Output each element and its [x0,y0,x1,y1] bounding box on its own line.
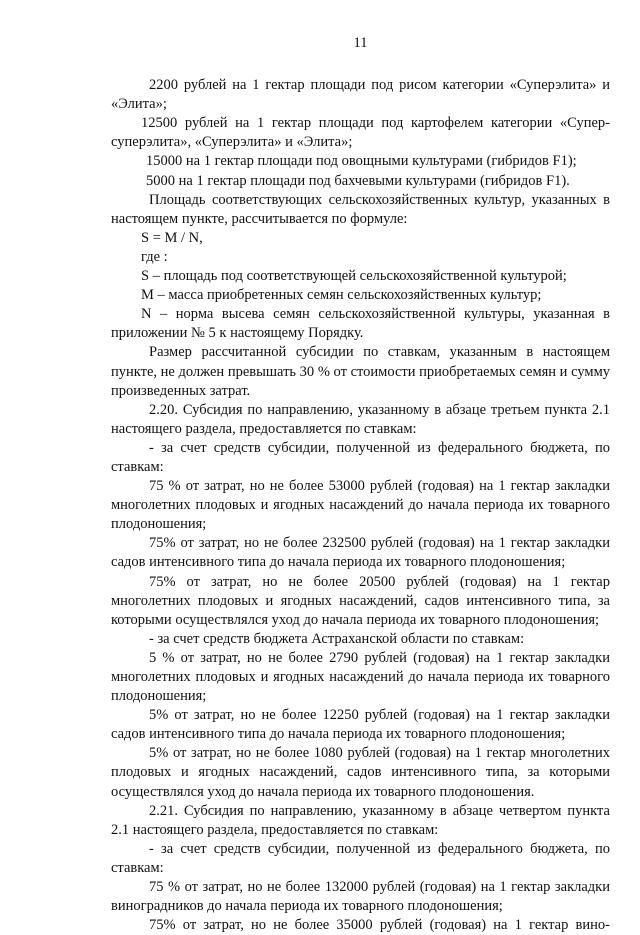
paragraph: 2200 рублей на 1 гектар площади под рисом категории «Суперэлита» и «Элита»; [111,77,610,113]
paragraph: 5000 на 1 гектар площади под бахчевыми культурами (гибридов F1). [146,172,570,189]
paragraph: 5 % от затрат, но не более 2790 рублей (годовая) на 1 гектар закладки многолетних плодовых и ягодных насаждений до начала периода их товарного плодоношения; [111,649,610,705]
paragraph: 75% от затрат, но не более 232500 рублей (годовая) на 1 гектар закладки садов интенсивного типа до начала периода их товарного плодоношения; [111,535,610,571]
paragraph: 5% от затрат, но не более 12250 рублей (годовая) на 1 гектар закладки садов интенсивного типа до начала периода их товарного плодоношения; [111,707,610,743]
paragraph: 5% от затрат, но не более 1080 рублей (годовая) на 1 гектар многолетних плодовых и ягодных насаждений, садов интенсивного типа, за которыми осуществлялся уход до начала периода их товарного плодоношения. [111,745,610,800]
paragraph: 15000 на 1 гектар площади под овощными культурами (гибридов F1); [146,153,577,170]
paragraph: Площадь соответствующих сельскохозяйственных культур, указанных в настоящем пункте, рассчитывается по формуле: [111,191,610,227]
paragraph: - за счет средств субсидии, полученной из федерального бюджета, по ставкам: [111,439,610,475]
paragraph: 2.20. Субсидия по направлению, указанному в абзаце третьем пункта 2.1 настоящего раздела, предоставляется по ставкам: [111,401,610,437]
page-number: 11 [353,35,368,51]
document-body [111,76,610,935]
paragraph: 75 % от затрат, но не более 53000 рублей (годовая) на 1 гектар закладки многолетних плодовых и ягодных насаждений до начала периода их товарного плодоношения; [111,478,610,533]
paragraph: M – масса приобретенных семян сельскохозяйственных культур; [141,287,542,304]
paragraph: 12500 рублей на 1 гектар площади под картофелем категории «Супер-суперэлита», «Суперэлита» и «Элита»; [111,115,610,151]
paragraph: Размер рассчитанной субсидии по ставкам, указанным в настоящем пункте, не должен превышать 30 % от стоимости приобретаемых семян и сумму произведенных затрат. [111,344,610,399]
paragraph: 75% от затрат, но не более 20500 рублей (годовая) на 1 гектар многолетних плодовых и ягодных насаждений, садов интенсивного типа, за которыми осуществлялся уход до начала периода их товарного плодоношения; [111,573,610,628]
paragraph: S – площадь под соответствующей сельскохозяйственной культурой; [141,268,567,285]
paragraph: где : [141,248,168,265]
paragraph: - за счет средств бюджета Астраханской области по ставкам: [149,630,525,647]
paragraph: 75 % от затрат, но не более 132000 рублей (годовая) на 1 гектар закладки виноградников до начала периода их товарного плодоношения; [111,879,610,915]
paragraph: N – норма высева семян сельскохозяйственной культуры, указанная в приложении № 5 к настоящему Порядку. [111,306,610,342]
paragraph: - за счет средств субсидии, полученной из федерального бюджета, по ставкам: [111,840,610,876]
paragraph: 2.21. Субсидия по направлению, указанному в абзаце четвертом пункта 2.1 настоящего раздела, предоставляется по ставкам: [111,802,610,838]
paragraph: S = M / N, [141,229,203,246]
paragraph: 75% от затрат, но не более 35000 рублей (годовая) на 1 гектар вино- [149,917,610,934]
